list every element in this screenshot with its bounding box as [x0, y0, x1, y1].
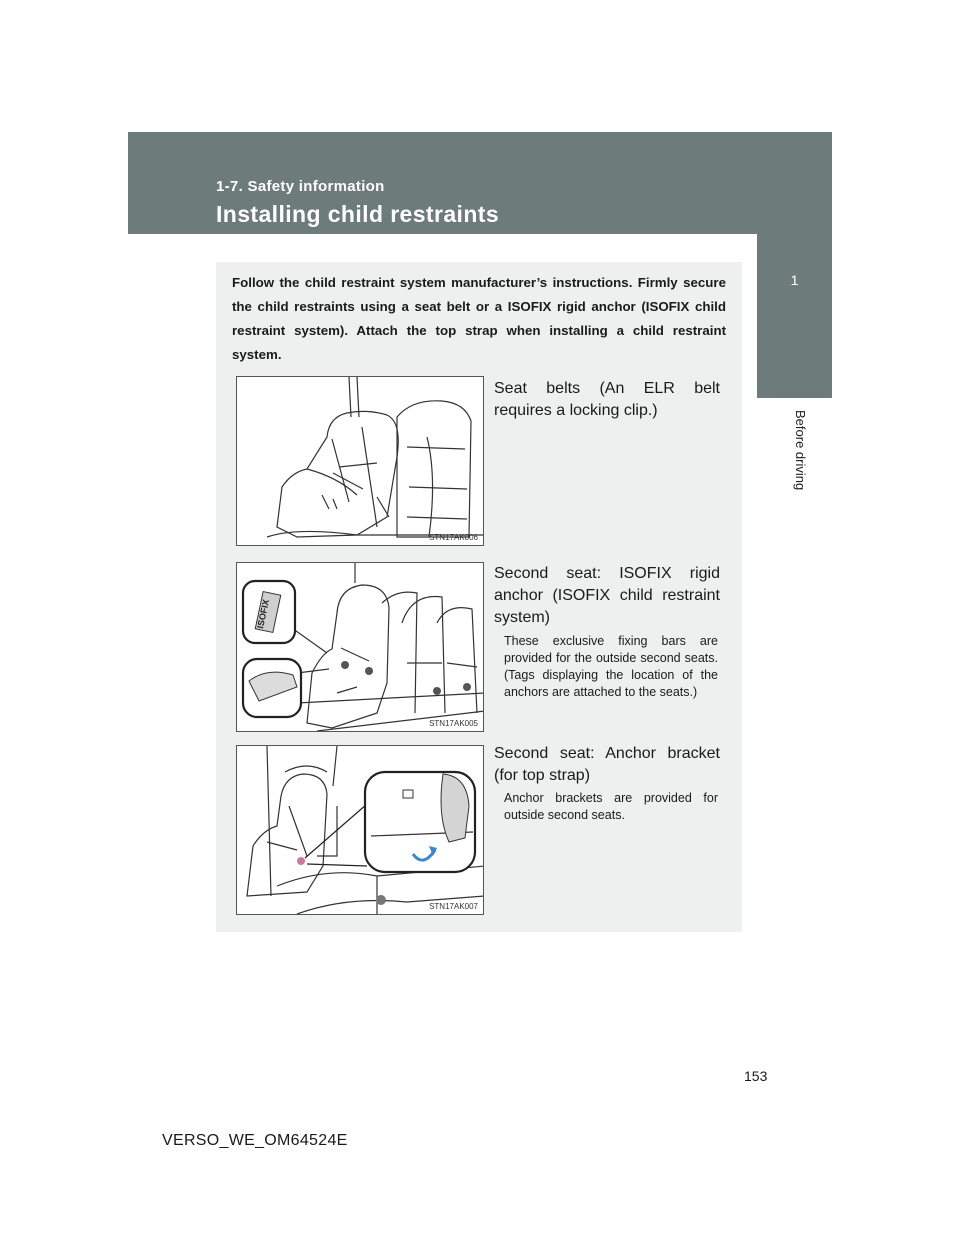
item-title-seat-belts: Seat belts (An ELR belt requires a locking clip.)	[494, 380, 720, 419]
figure-anchor-bracket	[236, 745, 484, 915]
item-desc-isofix: These exclusive fixing bars are provided for the outside second seats. (Tags displaying the location of the anchors are attached to the seats.)	[504, 634, 718, 699]
item-desc-anchor-bracket: Anchor brackets are provided for outside second seats.	[504, 791, 718, 822]
anchor-bracket-illustration	[237, 746, 484, 915]
page-title: Installing child restraints	[216, 201, 500, 227]
document-code: VERSO_WE_OM64524E	[162, 1132, 348, 1149]
page-number: 153	[744, 1068, 768, 1084]
chapter-number: 1	[790, 272, 799, 288]
content-box	[216, 262, 742, 932]
chapter-label: Before driving	[793, 410, 808, 491]
chapter-tab	[757, 234, 832, 398]
section-label: 1-7. Safety information	[216, 178, 385, 195]
isofix-illustration	[237, 563, 484, 732]
section-header	[128, 132, 832, 234]
item-title-isofix: Second seat: ISOFIX rigid anchor (ISOFIX child restraint system)	[494, 565, 720, 626]
item-title-anchor-bracket: Second seat: Anchor bracket (for top strap)	[494, 745, 720, 784]
figure-code: STN17AK006	[429, 533, 478, 542]
figure-code: STN17AK007	[429, 902, 478, 911]
figure-code: STN17AK005	[429, 719, 478, 728]
intro-text: Follow the child restraint system manufacturer’s instructions. Firmly secure the child restraints using a seat belt or a ISOFIX rigid anchor (ISOFIX child restraint system). Attach the top strap when installing a child restraint system.	[232, 275, 726, 362]
isofix-tag-label: ISOFIX	[255, 598, 272, 630]
seat-belt-illustration	[237, 377, 484, 546]
figure-seat-belt	[236, 376, 484, 546]
figure-isofix	[236, 562, 484, 732]
